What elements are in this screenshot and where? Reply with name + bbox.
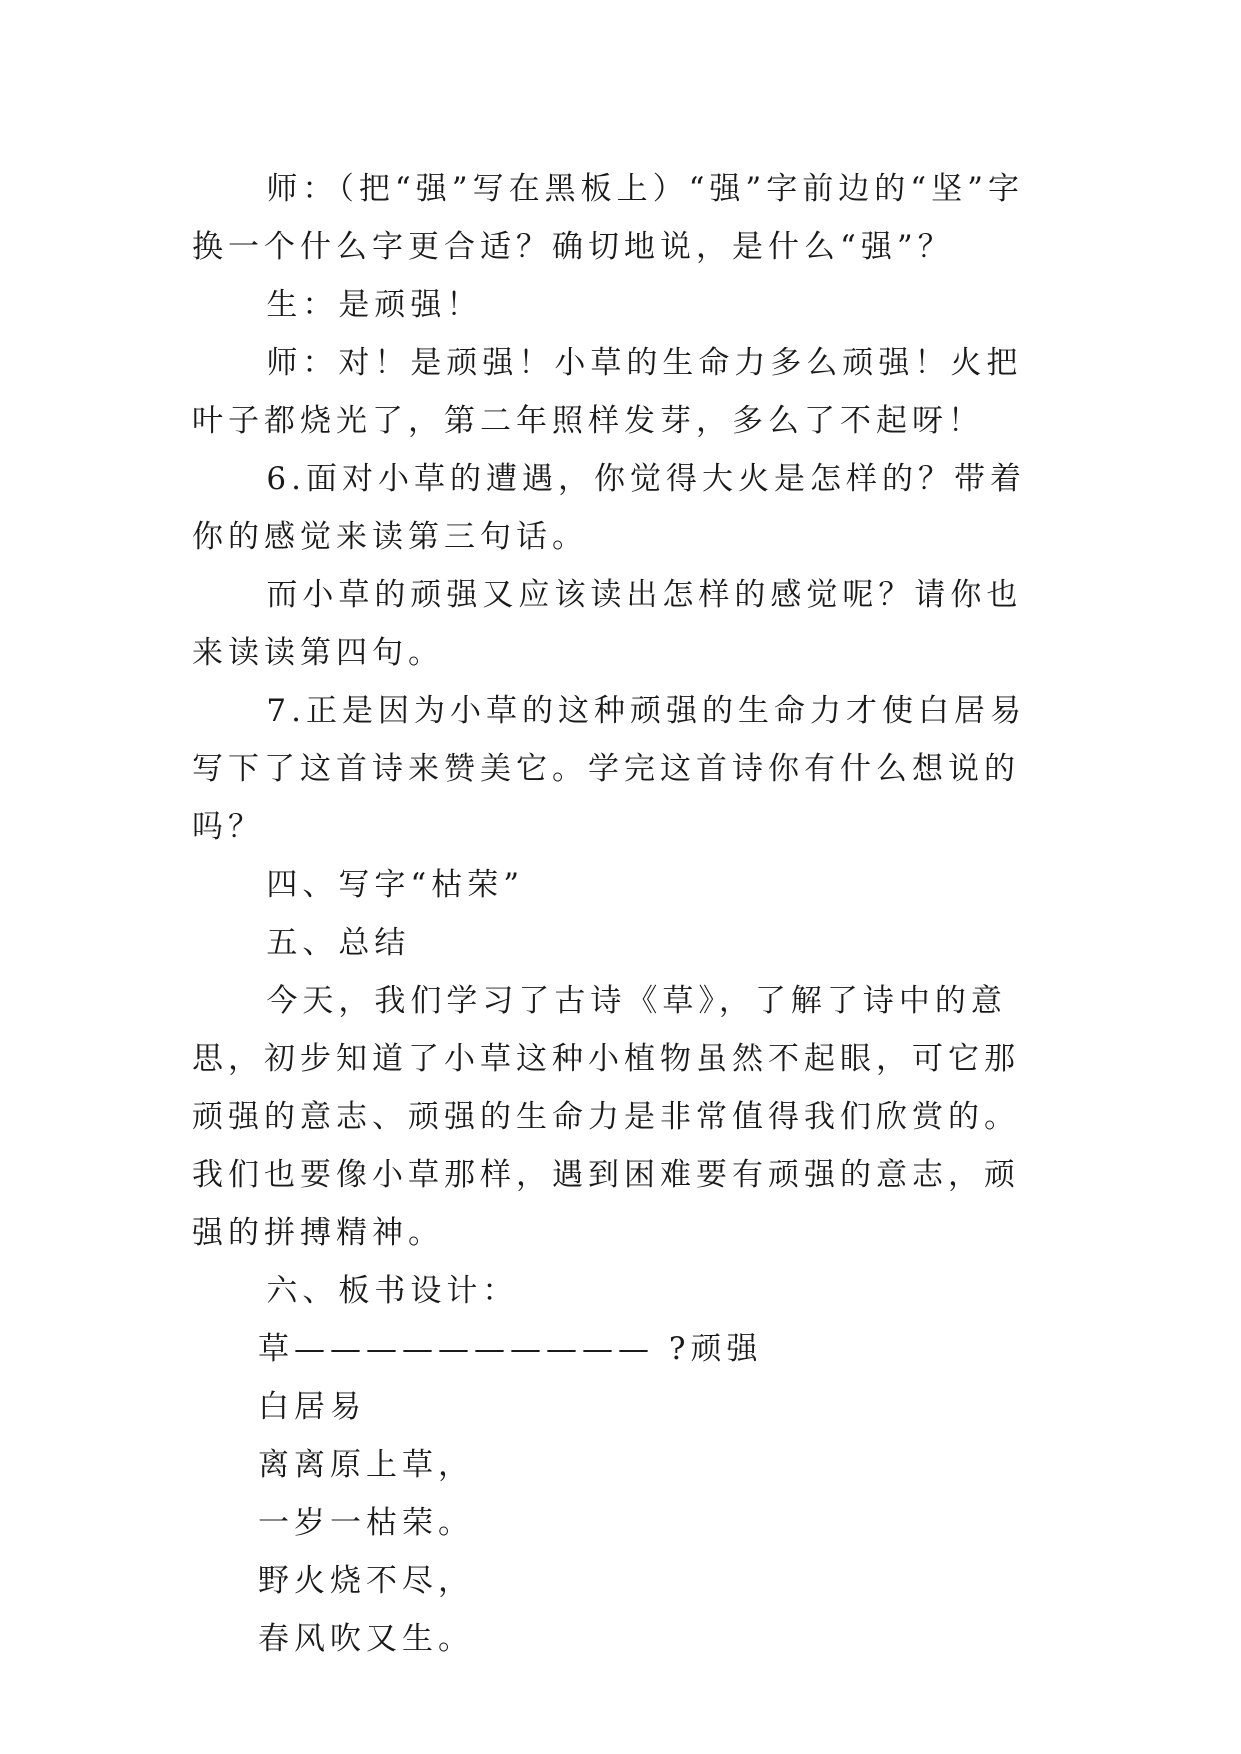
section-heading-writing: 四、写字“枯荣” — [266, 867, 525, 903]
paragraph-teacher-question: 师：（把“强”写在黑板上）“强”字前边的“坚”字换一个什么字更合适？确切地说，是什么“强”？ — [192, 171, 1024, 265]
paragraph-step-7: 7.正是因为小草的这种顽强的生命力才使白居易写下了这首诗来赞美它。学完这首诗你有什么想说的吗？ — [192, 693, 1026, 845]
paragraph-student-answer: 生：是顽强！ — [266, 287, 483, 323]
paragraph-teacher-response: 师：对！是顽强！小草的生命力多么顽强！火把叶子都烧光了，第二年照样发芽，多么了不起呀！ — [192, 345, 1023, 439]
paragraph-step-6: 6.面对小草的遭遇，你觉得大火是怎样的？带着你的感觉来读第三句话。 — [192, 461, 1026, 555]
section-heading-board-design: 六、板书设计： — [266, 1273, 519, 1309]
document-body — [192, 160, 1052, 1668]
board-author: 白居易 — [258, 1389, 366, 1425]
paragraph-summary: 今天，我们学习了古诗《草》，了解了诗中的意思，初步知道了小草这种小植物虽然不起眼，可它那顽强的意志、顽强的生命力是非常值得我们欣赏的。我们也要像小草那样，遇到困难要有顽强的意志，顽强的拼搏精神。 — [192, 983, 1020, 1251]
poem-line-3: 野火烧不尽， — [258, 1563, 474, 1599]
section-heading-summary: 五、总结 — [266, 925, 411, 961]
paragraph-step-6-continued: 而小草的顽强又应该读出怎样的感觉呢？请你也来读读第四句。 — [192, 577, 1023, 671]
poem-line-2: 一岁一枯荣。 — [258, 1505, 474, 1541]
poem-line-4: 春风吹又生。 — [258, 1621, 474, 1657]
board-title-line: 草—————————— ?顽强 — [258, 1331, 763, 1367]
poem-line-1: 离离原上草， — [258, 1447, 474, 1483]
